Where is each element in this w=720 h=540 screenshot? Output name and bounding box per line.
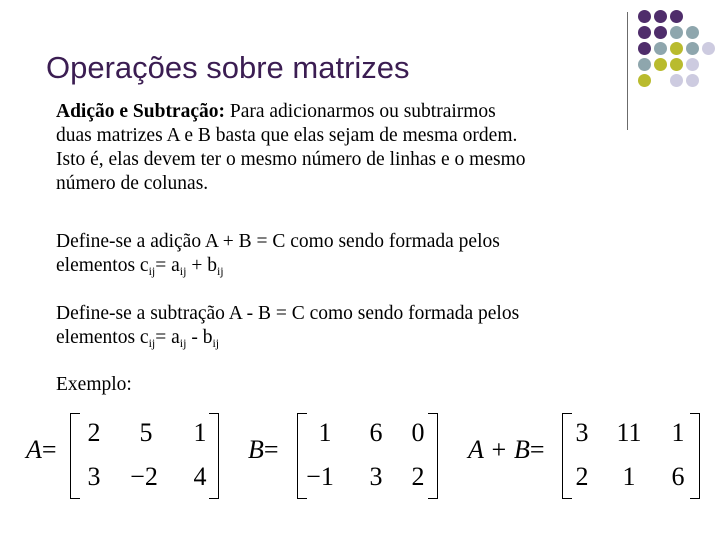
matrix-cell: 11: [616, 418, 642, 447]
subscript: ij: [148, 264, 156, 278]
matrix-cell: 3: [87, 462, 101, 491]
paragraph-line: Isto é, elas devem ter o mesmo número de linhas e o mesmo: [56, 149, 526, 170]
matrix-cell: 0: [411, 418, 425, 447]
decorative-dot: [686, 58, 699, 71]
paragraph-line: [56, 100, 646, 124]
matrix-cell: 3: [575, 418, 589, 447]
formula-line: [56, 254, 646, 278]
decorative-dot: [654, 42, 667, 55]
subscript: ij: [216, 264, 224, 278]
decorative-dot: [638, 10, 651, 23]
matrix-cell: 2: [411, 462, 425, 491]
decorative-dot: [686, 42, 699, 55]
bold-heading: Adição e Subtração:: [56, 101, 225, 122]
subscript: ij: [148, 336, 156, 350]
matrix-cell: 4: [193, 462, 207, 491]
formula-text: - b: [186, 327, 213, 348]
matrix-cell: −1: [306, 462, 334, 491]
formula-line: [56, 326, 646, 350]
paragraph-example: Exemplo:: [56, 374, 132, 395]
subscript: ij: [179, 336, 187, 350]
right-bracket: [428, 413, 438, 499]
matrix-sum-label: [468, 435, 545, 465]
decorative-dot: [686, 26, 699, 39]
paragraph-line: Define-se a adição A + B = C como sendo formada pelos: [56, 231, 500, 252]
matrix-cell: 2: [575, 462, 589, 491]
formula-text: = a: [155, 255, 180, 276]
formula-text: elementos c: [56, 327, 149, 348]
matrix-name: A + B: [468, 435, 530, 464]
equals-sign: =: [41, 435, 57, 464]
matrix-cell: −2: [130, 462, 158, 491]
paragraph-line: número de colunas.: [56, 173, 209, 194]
decorative-dot-grid: [638, 10, 718, 120]
decorative-dot: [654, 26, 667, 39]
decorative-dot: [638, 74, 651, 87]
matrix-cell: 1: [193, 418, 207, 447]
decorative-dot: [670, 42, 683, 55]
matrix-cell: 6: [671, 462, 685, 491]
formula-text: + b: [186, 255, 217, 276]
decorative-dot: [638, 58, 651, 71]
formula-text: elementos c: [56, 255, 149, 276]
paragraph-definition: [56, 100, 646, 196]
matrix-cell: 5: [139, 418, 153, 447]
decorative-dot: [670, 26, 683, 39]
decorative-dot: [654, 10, 667, 23]
matrix-name: A: [26, 435, 42, 464]
decorative-dot: [654, 58, 667, 71]
matrix-cell: 3: [369, 462, 383, 491]
matrix-name: B: [248, 435, 264, 464]
paragraph-line: Define-se a subtração A - B = C como sendo formada pelos: [56, 303, 520, 324]
equals-sign: =: [529, 435, 545, 464]
decorative-dot: [638, 26, 651, 39]
matrix-cell: 1: [622, 462, 636, 491]
matrix-cell: 1: [671, 418, 685, 447]
decorative-dot: [670, 74, 683, 87]
matrix-cell: 2: [87, 418, 101, 447]
formula-text: = a: [155, 327, 180, 348]
decorative-dot: [702, 42, 715, 55]
decorative-dot: [670, 10, 683, 23]
decorative-dot: [670, 58, 683, 71]
paragraph-text: Para adicionarmos ou subtrairmos: [225, 101, 496, 122]
paragraph-subtraction: [56, 302, 646, 350]
subscript: ij: [179, 264, 187, 278]
paragraph-addition: [56, 230, 646, 278]
matrix-cell: 6: [369, 418, 383, 447]
example-equations: [0, 405, 720, 505]
right-bracket: [209, 413, 219, 499]
paragraph-line: duas matrizes A e B basta que elas sejam de mesma ordem.: [56, 125, 518, 146]
right-bracket: [690, 413, 700, 499]
subscript: ij: [212, 336, 220, 350]
decorative-dot: [638, 42, 651, 55]
matrix-cell: 1: [318, 418, 332, 447]
matrix-a-label: [26, 435, 57, 465]
slide-title: Operações sobre matrizes: [46, 50, 410, 85]
equals-sign: =: [263, 435, 279, 464]
decorative-dot: [686, 74, 699, 87]
matrix-b-label: [248, 435, 279, 465]
